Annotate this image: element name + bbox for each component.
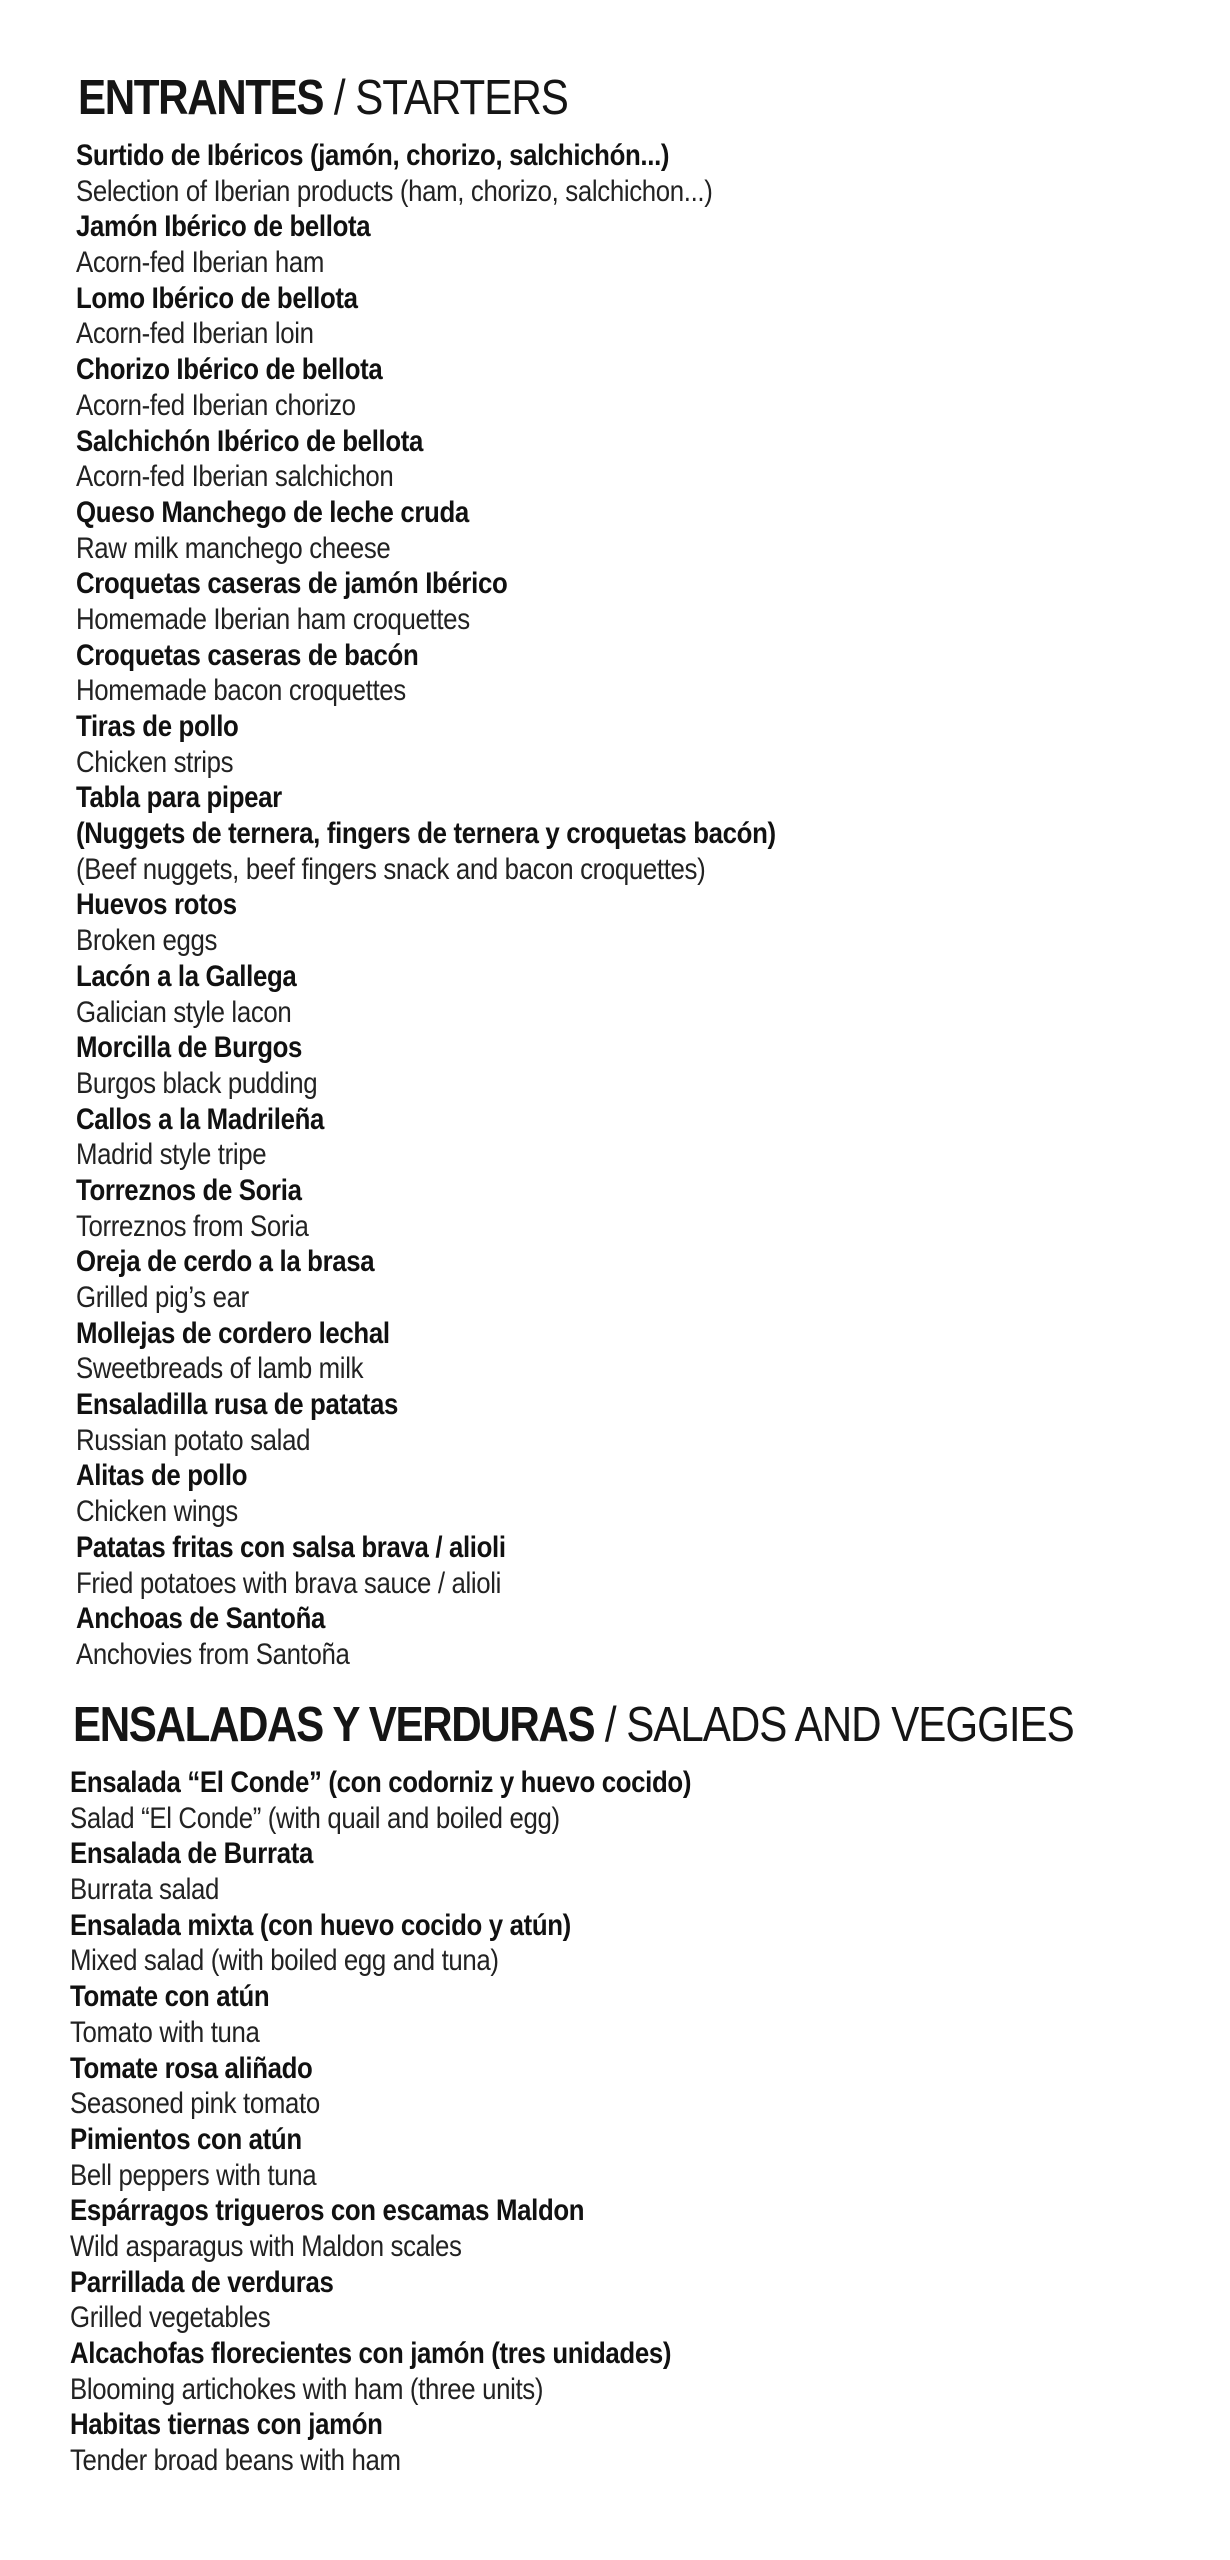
dish-name-en: Selection of Iberian products (ham, chorizo, salchichon...) [76, 174, 713, 208]
starters-list [76, 138, 1230, 1673]
menu-item [76, 959, 1230, 1030]
dish-name-es: Ensalada “El Conde” (con codorniz y huevo cocido) [70, 1766, 692, 1799]
dish-name-en: Anchovies from Santoña [76, 1637, 350, 1671]
dish-name-en: Wild asparagus with Maldon scales [70, 2229, 462, 2263]
dish-name-en: Russian potato salad [76, 1423, 311, 1457]
dish-name-es: Salchichón Ibérico de bellota [76, 424, 424, 458]
dish-name-es: Alitas de pollo [76, 1459, 248, 1493]
dish-name-en: Tomato with tuna [70, 2015, 260, 2049]
dish-name-en: (Beef nuggets, beef fingers snack and bacon croquettes) [76, 852, 706, 886]
dish-name-es: Anchoas de Santoña [76, 1602, 325, 1636]
dish-name-es: Chorizo Ibérico de bellota [76, 353, 383, 387]
menu-item [70, 1908, 1230, 1979]
dish-name-es: Ensalada de Burrata [70, 1837, 313, 1871]
dish-name-en: Burgos black pudding [76, 1066, 318, 1100]
menu-item [76, 495, 1230, 566]
dish-name-en: Fried potatoes with brava sauce / alioli [76, 1566, 502, 1600]
dish-name-en: Galician style lacon [76, 995, 292, 1029]
dish-name-es: Patatas fritas con salsa brava / alioli [76, 1530, 506, 1564]
dish-name-es: Tomate con atún [70, 1980, 270, 2014]
dish-name-en: Raw milk manchego cheese [76, 531, 391, 565]
dish-name-es: Pimientos con atún [70, 2122, 302, 2156]
dish-name-en: Torreznos from Soria [76, 1209, 309, 1243]
dish-name-es: Surtido de Ibéricos (jamón, chorizo, salchichón...) [76, 139, 670, 172]
dish-name-es: Morcilla de Burgos [76, 1031, 303, 1065]
menu-item [70, 2122, 1230, 2193]
dish-name-en: Blooming artichokes with ham (three units) [70, 2372, 544, 2406]
dish-name-es: Tomate rosa aliñado [70, 2051, 313, 2085]
menu-item [76, 138, 1230, 209]
dish-name-en: Salad “El Conde” (with quail and boiled egg) [70, 1801, 560, 1835]
dish-name-es: Ensalada mixta (con huevo cocido y atún) [70, 1908, 571, 1942]
dish-name-es: Jamón Ibérico de bellota [76, 210, 371, 244]
dish-name-en: Acorn-fed Iberian salchichon [76, 460, 394, 494]
section-title-es: ENTRANTES [78, 71, 324, 125]
dish-name-es: Croquetas caseras de jamón Ibérico [76, 567, 508, 601]
dish-name-es: Parrillada de verduras [70, 2265, 334, 2299]
menu-item [76, 424, 1230, 495]
section-title-salads [73, 1693, 1074, 1757]
menu-item [70, 2336, 1230, 2407]
dish-name-es: Croquetas caseras de bacón [76, 638, 419, 672]
dish-name-es: Alcachofas florecientes con jamón (tres unidades) [70, 2337, 672, 2370]
dish-name-en: Homemade Iberian ham croquettes [76, 602, 470, 636]
section-title-en: SALADS AND VEGGIES [626, 1698, 1074, 1752]
dish-name-en: Bell peppers with tuna [70, 2158, 317, 2192]
menu-item [76, 1173, 1230, 1244]
menu-item [70, 1979, 1230, 2050]
menu-item [76, 1458, 1230, 1529]
dish-name-es: Tabla para pipear [76, 781, 282, 815]
menu-item [70, 1765, 1230, 1836]
menu-item [76, 352, 1230, 423]
dish-name-es: Lacón a la Gallega [76, 959, 297, 993]
section-title-separator: / [594, 1698, 627, 1752]
dish-name-es: Queso Manchego de leche cruda [76, 495, 469, 529]
section-title-es: ENSALADAS Y VERDURAS [73, 1698, 595, 1752]
dish-name-en: Chicken strips [76, 745, 234, 779]
dish-name-en: Acorn-fed Iberian ham [76, 246, 325, 280]
dish-name-en: Seasoned pink tomato [70, 2087, 320, 2121]
dish-name-es: Lomo Ibérico de bellota [76, 281, 358, 315]
dish-description-es: (Nuggets de ternera, fingers de ternera y croquetas bacón) [76, 817, 776, 851]
menu-item [76, 638, 1230, 709]
dish-name-en: Grilled pig’s ear [76, 1281, 249, 1314]
menu-item [76, 887, 1230, 958]
menu-item [76, 1601, 1230, 1672]
salads-list [70, 1765, 1230, 2479]
menu-item [76, 209, 1230, 280]
dish-name-es: Oreja de cerdo a la brasa [76, 1245, 375, 1279]
dish-name-es: Mollejas de cordero lechal [76, 1316, 390, 1350]
dish-name-en: Chicken wings [76, 1495, 238, 1529]
dish-name-en: Broken eggs [76, 924, 218, 958]
menu-item [70, 2265, 1230, 2336]
dish-name-en: Grilled vegetables [70, 2301, 271, 2335]
dish-name-en: Burrata salad [70, 1873, 219, 1907]
dish-name-en: Madrid style tripe [76, 1138, 267, 1172]
menu-item [76, 281, 1230, 352]
menu-item [70, 2407, 1230, 2478]
section-title-separator: / [323, 71, 356, 125]
dish-name-en: Mixed salad (with boiled egg and tuna) [70, 1944, 499, 1978]
dish-name-es: Espárragos trigueros con escamas Maldon [70, 2194, 585, 2228]
menu-item [76, 1030, 1230, 1101]
menu-item [76, 1530, 1230, 1601]
menu-item [76, 1102, 1230, 1173]
dish-name-es: Habitas tiernas con jamón [70, 2408, 383, 2442]
dish-name-es: Huevos rotos [76, 888, 237, 922]
menu-item [76, 1387, 1230, 1458]
section-salads-and-veggies [0, 1693, 1230, 2479]
dish-name-en: Sweetbreads of lamb milk [76, 1352, 364, 1386]
dish-name-es: Callos a la Madrileña [76, 1102, 325, 1136]
menu-item [76, 709, 1230, 780]
dish-name-en: Tender broad beans with ham [70, 2444, 401, 2478]
dish-name-en: Acorn-fed Iberian chorizo [76, 388, 356, 422]
section-title-en: STARTERS [355, 71, 568, 125]
menu-item [76, 566, 1230, 637]
dish-name-en: Homemade bacon croquettes [76, 674, 406, 708]
menu-item [76, 1316, 1230, 1387]
section-starters [0, 66, 1230, 1673]
menu-item [76, 1244, 1230, 1315]
menu-item [76, 780, 1230, 887]
dish-name-es: Torreznos de Soria [76, 1173, 302, 1207]
section-title-starters [78, 66, 1069, 130]
menu-item [70, 2051, 1230, 2122]
dish-name-en: Acorn-fed Iberian loin [76, 317, 314, 351]
dish-name-es: Tiras de pollo [76, 710, 239, 743]
menu-item [70, 2193, 1230, 2264]
dish-name-es: Ensaladilla rusa de patatas [76, 1388, 398, 1422]
menu-item [70, 1836, 1230, 1907]
